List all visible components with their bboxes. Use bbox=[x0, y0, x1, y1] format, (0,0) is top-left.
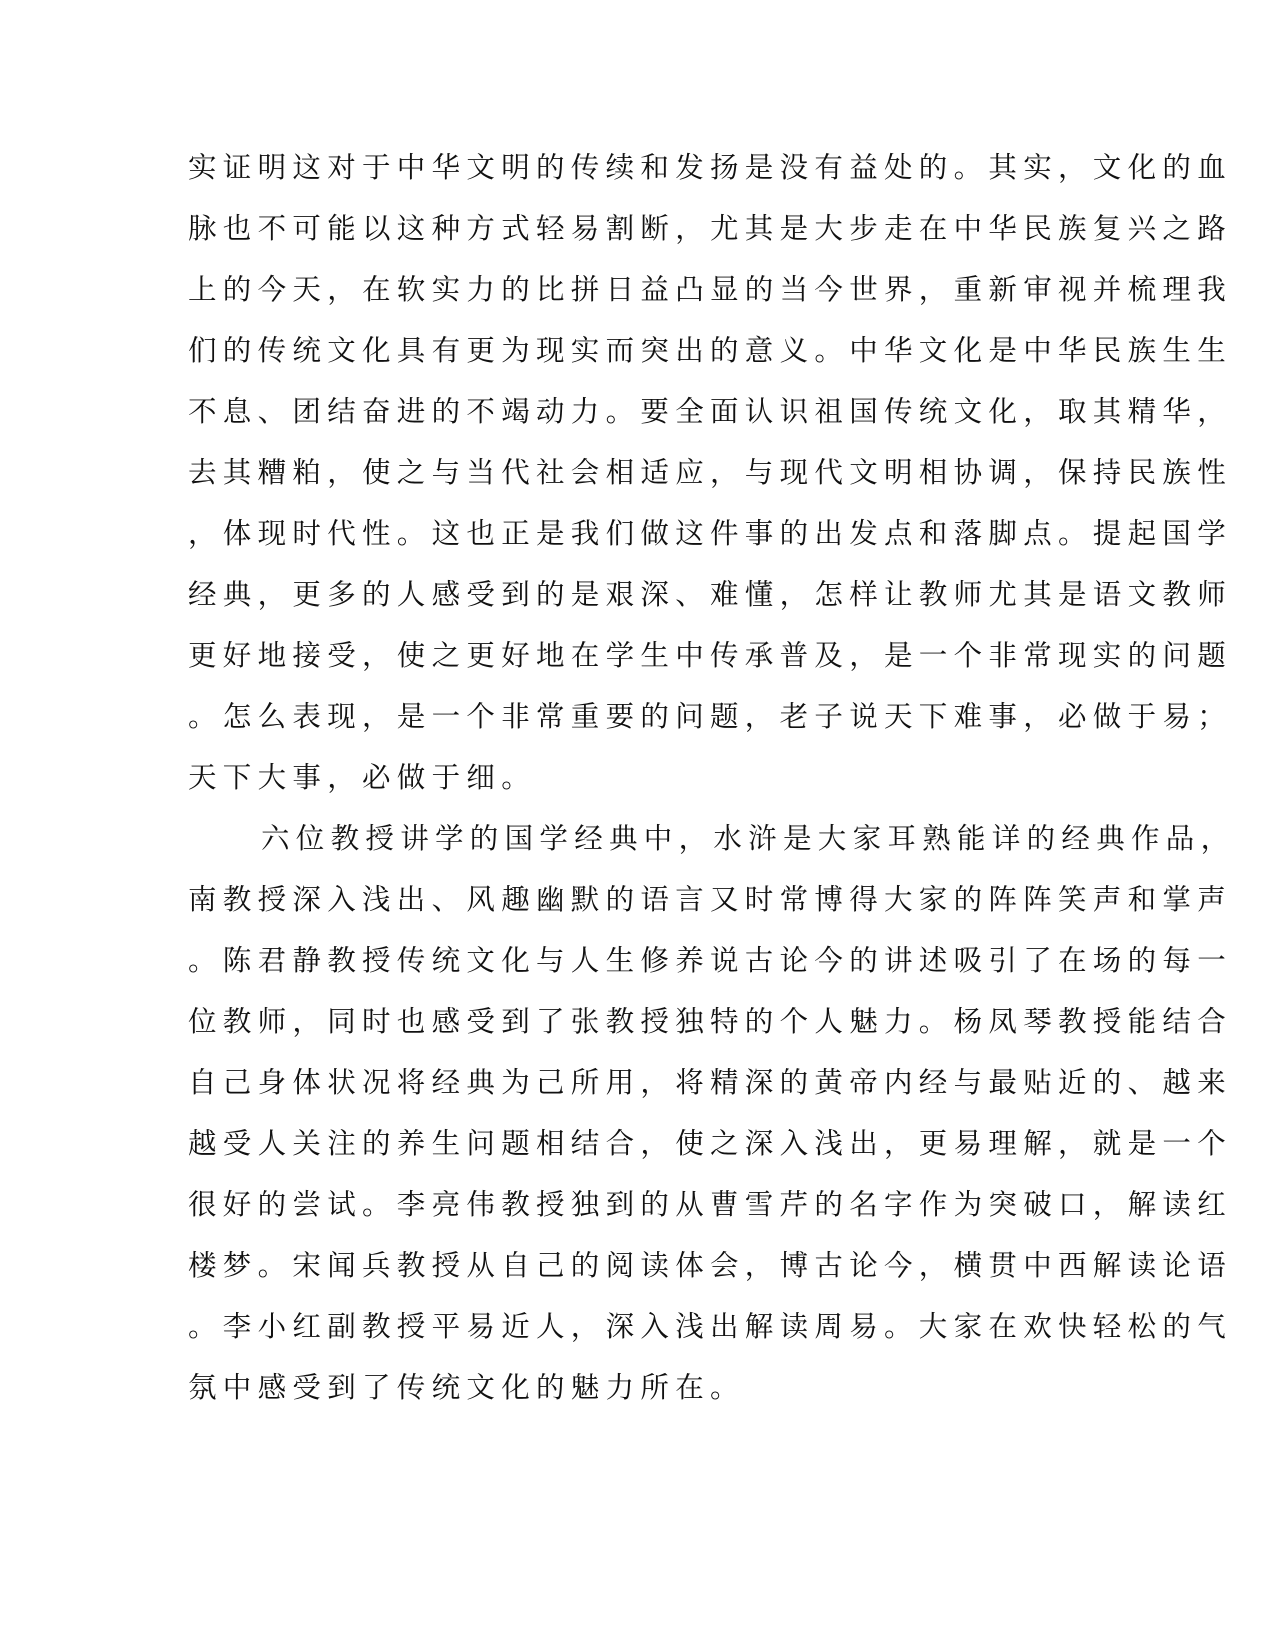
text-line: 楼梦。宋闻兵教授从自己的阅读体会，博古论今，横贯中西解读论语 bbox=[188, 1249, 1233, 1282]
paragraph-2 bbox=[188, 808, 1236, 1418]
text-line: 。怎么表现，是一个非常重要的问题，老子说天下难事，必做于易； bbox=[188, 700, 1233, 733]
text-line: 位教师，同时也感受到了张教授独特的个人魅力。杨凤琴教授能结合 bbox=[188, 1005, 1233, 1038]
text-line: 自己身体状况将经典为己所用，将精深的黄帝内经与最贴近的、越来 bbox=[188, 1066, 1233, 1099]
paragraph-1 bbox=[188, 137, 1233, 808]
text-line: 去其糟粕，使之与当代社会相适应，与现代文明相协调，保持民族性 bbox=[188, 456, 1233, 489]
text-line: 氛中感受到了传统文化的魅力所在。 bbox=[188, 1371, 745, 1404]
text-line: 六位教授讲学的国学经典中，水浒是大家耳熟能详的经典作品， bbox=[261, 822, 1236, 855]
text-line: 上的今天，在软实力的比拼日益凸显的当今世界，重新审视并梳理我 bbox=[188, 273, 1233, 306]
text-line: 。李小红副教授平易近人，深入浅出解读周易。大家在欢快轻松的气 bbox=[188, 1310, 1233, 1343]
text-line: 经典，更多的人感受到的是艰深、难懂，怎样让教师尤其是语文教师 bbox=[188, 578, 1233, 611]
text-line: 不息、团结奋进的不竭动力。要全面认识祖国传统文化，取其精华， bbox=[188, 395, 1233, 428]
text-line: 南教授深入浅出、风趣幽默的语言又时常博得大家的阵阵笑声和掌声 bbox=[188, 883, 1233, 916]
text-line: 越受人关注的养生问题相结合，使之深入浅出，更易理解，就是一个 bbox=[188, 1127, 1233, 1160]
text-line: ，体现时代性。这也正是我们做这件事的出发点和落脚点。提起国学 bbox=[188, 517, 1233, 550]
text-line: 实证明这对于中华文明的传续和发扬是没有益处的。其实，文化的血 bbox=[188, 151, 1233, 184]
text-line: 脉也不可能以这种方式轻易割断，尤其是大步走在中华民族复兴之路 bbox=[188, 212, 1233, 245]
text-line: 。陈君静教授传统文化与人生修养说古论今的讲述吸引了在场的每一 bbox=[188, 944, 1233, 977]
body-text bbox=[188, 137, 1236, 1418]
text-line: 很好的尝试。李亮伟教授独到的从曹雪芹的名字作为突破口，解读红 bbox=[188, 1188, 1233, 1221]
text-line: 更好地接受，使之更好地在学生中传承普及，是一个非常现实的问题 bbox=[188, 639, 1233, 672]
text-line: 们的传统文化具有更为现实而突出的意义。中华文化是中华民族生生 bbox=[188, 334, 1233, 367]
text-line: 天下大事，必做于细。 bbox=[188, 761, 537, 794]
